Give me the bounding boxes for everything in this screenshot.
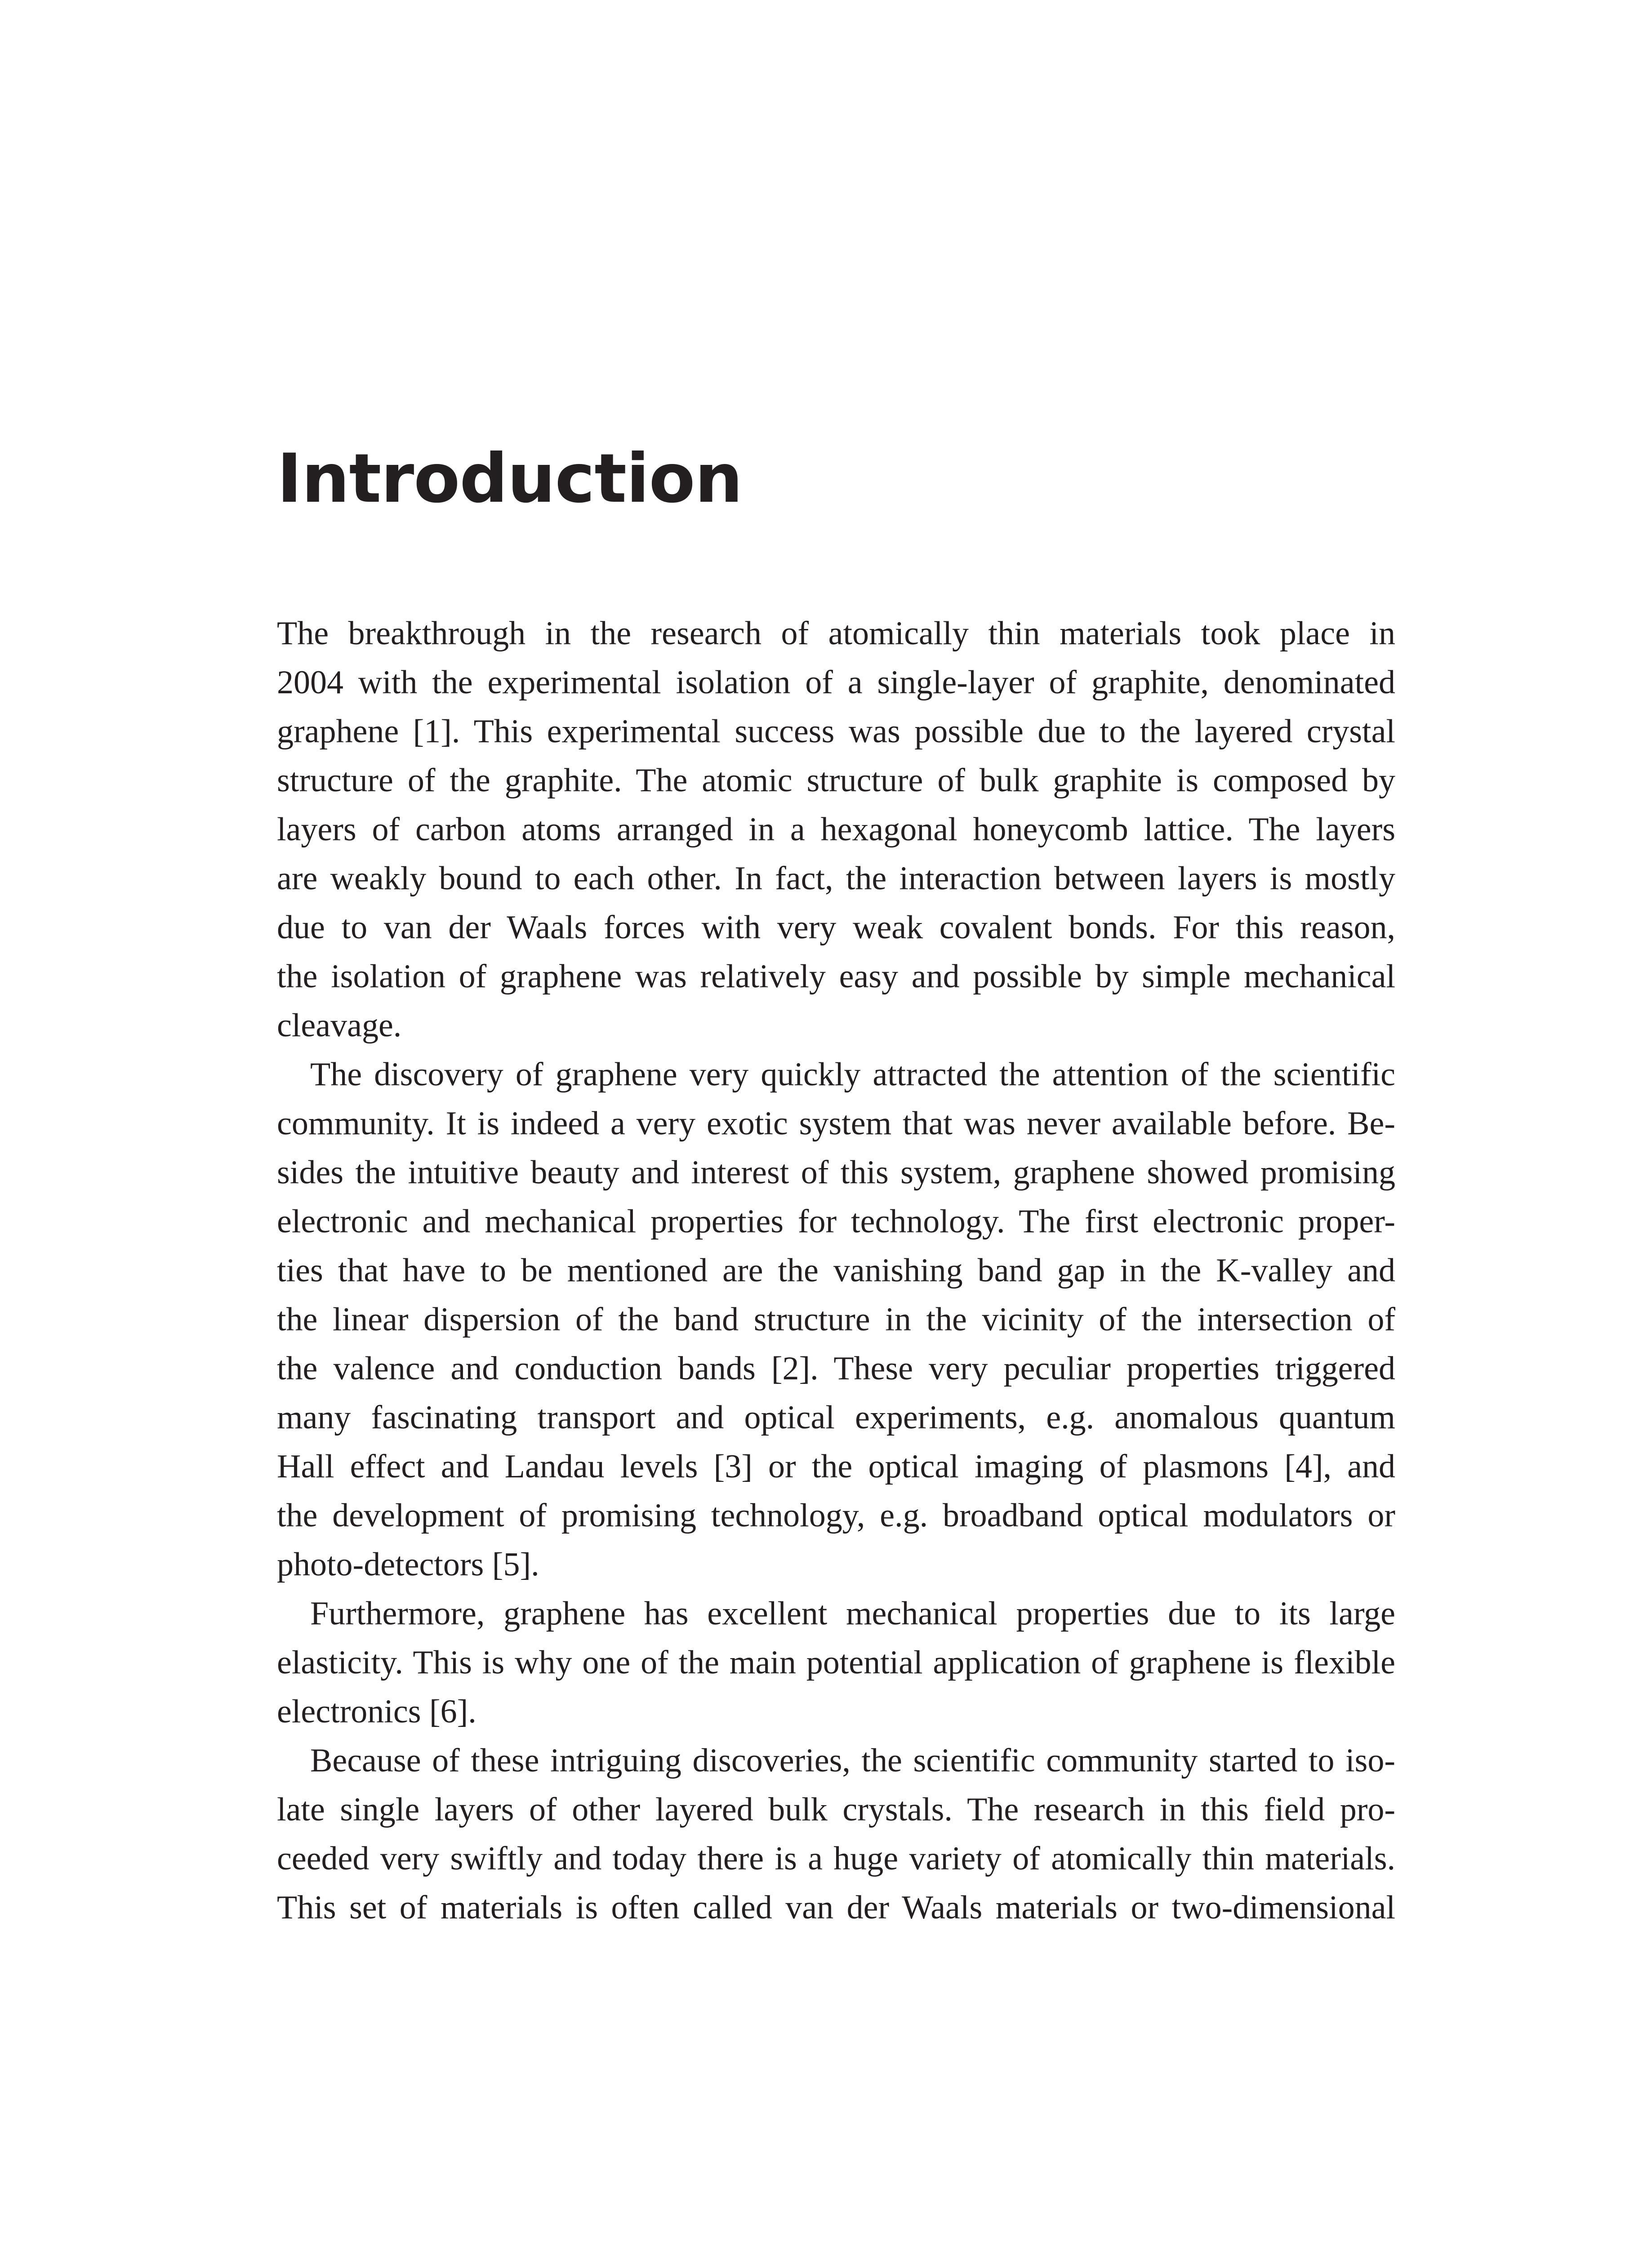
text-line: ceeded very swiftly and today there is a huge variety of atomically thin materials. — [277, 1840, 1395, 1877]
text-line: community. It is indeed a very exotic system that was never available before. Be- — [277, 1105, 1395, 1142]
text-line: the development of promising technology, e.g. broadband optical modulators or — [277, 1497, 1395, 1534]
body-text — [277, 609, 1395, 1932]
text-line: The discovery of graphene very quickly attracted the attention of the scientific — [310, 1056, 1395, 1093]
text-line: cleavage. — [277, 1007, 402, 1044]
text-line: the isolation of graphene was relatively easy and possible by simple mechanical — [277, 958, 1395, 995]
text-line: late single layers of other layered bulk crystals. The research in this field pro- — [277, 1791, 1395, 1828]
text-line: elasticity. This is why one of the main potential application of graphene is flexible — [277, 1644, 1395, 1681]
text-line: The breakthrough in the research of atomically thin materials took place in — [277, 615, 1395, 652]
paragraph — [277, 1736, 1395, 1932]
text-line: electronics [6]. — [277, 1693, 476, 1730]
text-line: due to van der Waals forces with very weak covalent bonds. For this reason, — [277, 909, 1395, 946]
text-line: electronic and mechanical properties for technology. The first electronic proper- — [277, 1203, 1395, 1240]
text-line: the linear dispersion of the band structure in the vicinity of the intersection of — [277, 1301, 1395, 1338]
text-line: graphene [1]. This experimental success was possible due to the layered crystal — [277, 713, 1395, 750]
text-line: sides the intuitive beauty and interest of this system, graphene showed promising — [277, 1154, 1395, 1191]
paragraph — [277, 1050, 1395, 1589]
text-line: Because of these intriguing discoveries, the scientific community started to iso- — [310, 1742, 1395, 1779]
text-line: Furthermore, graphene has excellent mechanical properties due to its large — [310, 1595, 1395, 1632]
text-line: layers of carbon atoms arranged in a hexagonal honeycomb lattice. The layers — [277, 811, 1395, 848]
text-line: 2004 with the experimental isolation of a single-layer of graphite, denominated — [277, 664, 1395, 701]
text-line: structure of the graphite. The atomic structure of bulk graphite is composed by — [277, 762, 1395, 799]
text-line: This set of materials is often called van der Waals materials or two-dimensional — [277, 1889, 1395, 1926]
text-line: Hall effect and Landau levels [3] or the optical imaging of plasmons [4], and — [277, 1448, 1395, 1485]
paragraph — [277, 1589, 1395, 1736]
text-line: ties that have to be mentioned are the vanishing band gap in the K-valley and — [277, 1252, 1395, 1289]
text-line: photo-detectors [5]. — [277, 1546, 539, 1583]
text-line: many fascinating transport and optical experiments, e.g. anomalous quantum — [277, 1399, 1395, 1436]
text-line: are weakly bound to each other. In fact, the interaction between layers is mostly — [277, 860, 1395, 897]
paragraph — [277, 609, 1395, 1050]
text-line: the valence and conduction bands [2]. These very peculiar properties triggered — [277, 1350, 1395, 1387]
chapter-title: Introduction — [277, 440, 743, 518]
